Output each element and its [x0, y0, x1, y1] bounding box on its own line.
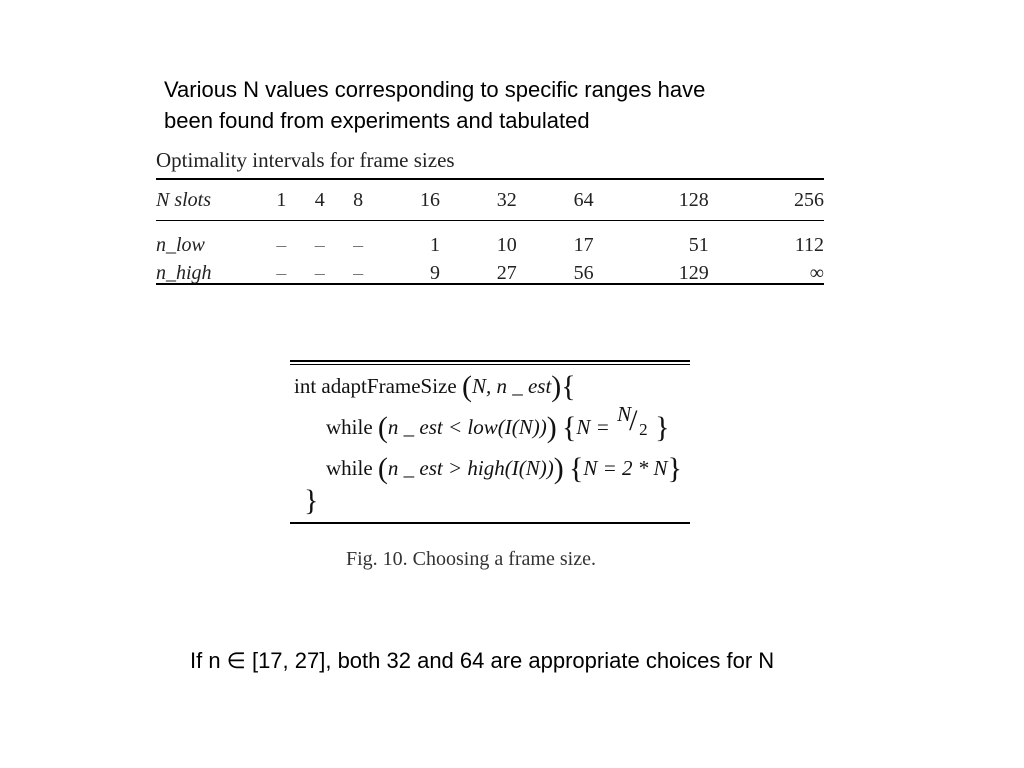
algorithm-top-rule-thin: [290, 364, 690, 365]
algorithm-signature: [294, 370, 576, 404]
row-label: n_low: [156, 233, 205, 256]
while-high-body: N = 2 * N: [583, 456, 668, 480]
while-keyword: while: [326, 456, 373, 480]
table-cell: 10: [496, 233, 517, 256]
intro-line-1: Various N values corresponding to specific ranges have: [164, 77, 706, 102]
fraction-numerator: N: [617, 402, 632, 426]
table-cell: ∞: [809, 261, 824, 284]
table-cell: 129: [678, 261, 709, 284]
table-cell: 9: [429, 261, 440, 284]
while-keyword: while: [326, 415, 373, 439]
header-cell: 1: [276, 188, 287, 211]
header-n-slots: [156, 181, 248, 219]
open-paren: (: [377, 411, 388, 444]
close-paren: ): [546, 411, 557, 444]
table-row-n-high: [156, 259, 824, 287]
open-paren: (: [377, 452, 388, 485]
algorithm-bottom-rule: [290, 522, 690, 524]
table-cell: 112: [794, 233, 824, 256]
header-cell: 32: [496, 188, 517, 211]
table-row-n-low: [156, 231, 824, 259]
table-cell: –: [314, 233, 325, 256]
header-cell: 4: [314, 188, 325, 211]
header-cell: 64: [573, 188, 594, 211]
close-paren: ): [553, 452, 564, 485]
table-top-rule: [156, 178, 824, 180]
signature-args: N, n _ est: [471, 374, 552, 398]
header-cell: 8: [353, 188, 364, 211]
close-paren: ): [551, 370, 562, 403]
close-brace: }: [304, 484, 319, 517]
algorithm-while-low: [326, 402, 670, 445]
while-low-body: N =: [576, 415, 610, 439]
intro-line-2: been found from experiments and tabulated: [164, 108, 590, 133]
table-cell: 51: [688, 233, 709, 256]
open-brace: {: [561, 411, 577, 444]
algorithm-while-high: [326, 452, 682, 486]
signature-prefix: int adaptFrameSize: [294, 374, 457, 398]
optimality-table: [156, 181, 824, 287]
close-brace: }: [655, 411, 670, 444]
table-cell: –: [276, 233, 287, 256]
header-cell: 256: [794, 188, 824, 211]
algorithm-close: [304, 484, 318, 518]
table-cell: 17: [573, 233, 594, 256]
algorithm-top-rule: [290, 360, 690, 362]
table-cell: 56: [573, 261, 594, 284]
table-header-row: [156, 181, 824, 219]
close-brace: }: [667, 452, 682, 485]
table-cell: –: [353, 261, 364, 284]
figure-caption: Fig. 10. Choosing a frame size.: [346, 548, 596, 570]
conclusion-text: If n ∈ [17, 27], both 32 and 64 are appropriate choices for N: [190, 648, 775, 673]
table-cell: 27: [496, 261, 517, 284]
table-cell: 1: [429, 233, 440, 256]
fraction-n-over-2: [615, 402, 655, 440]
open-brace: {: [561, 370, 576, 403]
while-high-condition: n _ est > high(I(N)): [387, 456, 554, 480]
fraction-denominator: 2: [639, 420, 648, 439]
header-cell: 16: [419, 188, 440, 211]
table-cell: –: [276, 261, 287, 284]
row-label: n_high: [156, 261, 212, 284]
header-cell: 128: [678, 188, 709, 211]
fraction-slash: /: [629, 404, 638, 437]
open-brace: {: [568, 452, 584, 485]
header-n-slots-label: N slots: [156, 188, 212, 211]
open-paren: (: [461, 370, 472, 403]
table-cell: –: [353, 233, 364, 256]
while-low-condition: n _ est < low(I(N)): [387, 415, 547, 439]
intro-text: [164, 74, 705, 136]
table-caption: Optimality intervals for frame sizes: [156, 148, 455, 172]
table-cell: –: [314, 261, 325, 284]
